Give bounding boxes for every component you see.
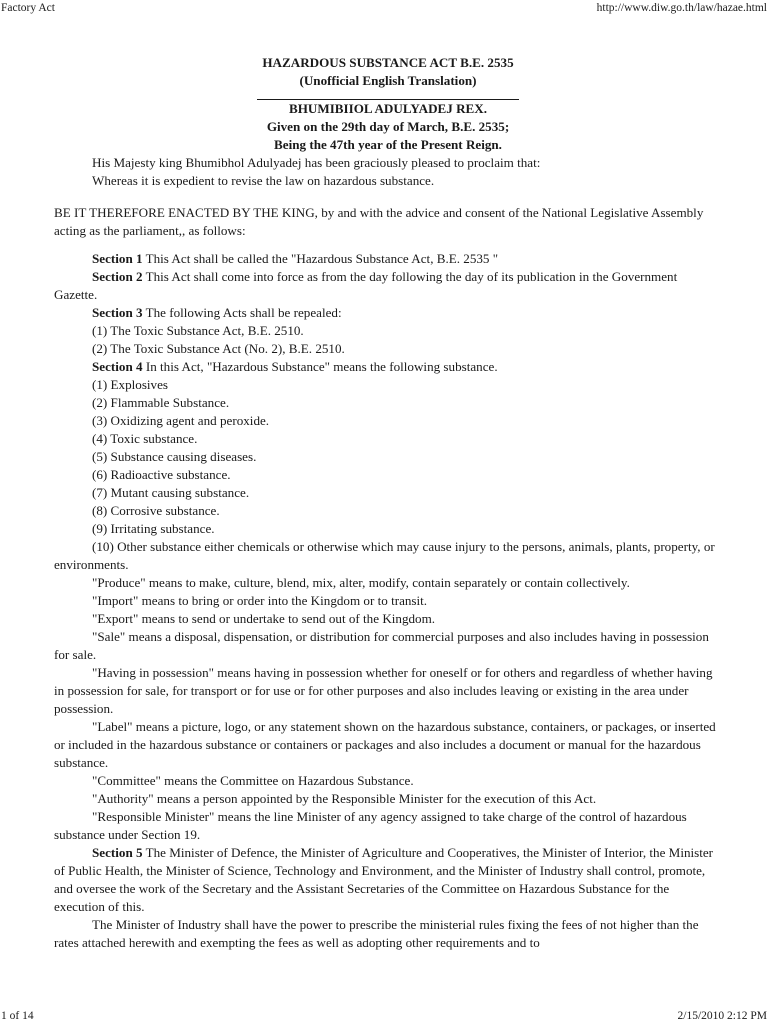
document-body: [54, 54, 722, 952]
section-3-text: The following Acts shall be repealed:: [142, 305, 342, 320]
header-url[interactable]: http://www.diw.go.th/law/hazae.html: [596, 2, 767, 14]
section-5: [54, 844, 722, 916]
list-item: (9) Irritating substance.: [92, 521, 215, 536]
preamble-line-1: His Majesty king Bhumibhol Adulyadej has been graciously pleased to proclaim that:: [92, 155, 541, 170]
list-item: (10) Other substance either chemicals or otherwise which may cause injury to the persons, animals, plants, property, or environments.: [54, 539, 715, 572]
list-item: (5) Substance causing diseases.: [92, 449, 257, 464]
definition-possession: "Having in possession" means having in possession whether for oneself or for others and regardless of whether having in possession for sale, for transport or for use or for other purposes and also includes leaving or existing in the area under possession.: [54, 665, 713, 716]
header-title: Factory Act: [1, 2, 55, 14]
definition-authority: "Authority" means a person appointed by the Responsible Minister for the execution of this Act.: [92, 791, 597, 806]
list-item: (2) Flammable Substance.: [92, 395, 230, 410]
section-4-text: In this Act, "Hazardous Substance" means the following substance.: [142, 359, 498, 374]
doc-title: HAZARDOUS SUBSTANCE ACT B.E. 2535: [262, 55, 514, 70]
section-5-text: The Minister of Defence, the Minister of Agriculture and Cooperatives, the Minister of Interior, the Minister of Public Health, the Minister of Science, Technology and Environment, and the Minister of Industry shall control, promote, and oversee the work of the Secretary and the Assistant Secretaries of the Committee on Hazardous Substance for the execution of this.: [54, 845, 714, 914]
king-name: BHUMIBIIOL ADULYADEJ REX.: [288, 101, 488, 116]
list-item: (4) Toxic substance.: [92, 431, 198, 446]
list-item: (3) Oxidizing agent and peroxide.: [92, 413, 270, 428]
section-3: [54, 304, 722, 322]
list-item: (8) Corrosive substance.: [92, 503, 220, 518]
list-item: (1) Explosives: [92, 377, 169, 392]
section-2-label: Section 2: [92, 269, 143, 284]
page-footer: [0, 1008, 770, 1024]
section-1: [54, 250, 722, 268]
preamble-line-2: Whereas it is expedient to revise the law on hazardous substance.: [92, 173, 435, 188]
list-item: (7) Mutant causing substance.: [92, 485, 250, 500]
definition-responsible-minister: "Responsible Minister" means the line Minister of any agency assigned to take charge of the control of hazardous substance under Section 19.: [54, 809, 687, 842]
spacer: [54, 240, 722, 250]
page-header: [0, 0, 770, 16]
section-1-label: Section 1: [92, 251, 143, 266]
doc-subtitle: (Unofficial English Translation): [299, 73, 477, 88]
reign-year: Being the 47th year of the Present Reign.: [274, 137, 502, 152]
section-4-label: Section 4: [92, 359, 143, 374]
section-1-text: This Act shall be called the "Hazardous Substance Act, B.E. 2535 ": [142, 251, 499, 266]
spacer: [54, 190, 722, 204]
definition-produce: "Produce" means to make, culture, blend, mix, alter, modify, contain separately or contain collectively.: [92, 575, 630, 590]
definition-committee: "Committee" means the Committee on Hazardous Substance.: [92, 773, 414, 788]
definition-label: "Label" means a picture, logo, or any statement shown on the hazardous substance, containers, or packages, or inserted or included in the hazardous substance or containers or packages and also includes a document or manual for the hazardous substance.: [54, 719, 716, 770]
list-item: (2) The Toxic Substance Act (No. 2), B.E. 2510.: [92, 341, 345, 356]
section-2-text: This Act shall come into force as from the day following the day of its publication in the Government Gazette.: [54, 269, 678, 302]
section-5-label: Section 5: [92, 845, 143, 860]
section-5-paragraph-2: The Minister of Industry shall have the power to prescribe the ministerial rules fixing the fees of not higher than the rates attached herewith and exempting the fees as well as adopting other requirements and to: [54, 917, 699, 950]
definition-export: "Export" means to send or undertake to send out of the Kingdom.: [92, 611, 436, 626]
definition-sale: "Sale" means a disposal, dispensation, or distribution for commercial purposes and also includes having in possession for sale.: [54, 629, 709, 662]
list-item: (1) The Toxic Substance Act, B.E. 2510.: [92, 323, 304, 338]
list-item: (6) Radioactive substance.: [92, 467, 231, 482]
page-number: 1 of 14: [1, 1010, 34, 1022]
given-date: Given on the 29th day of March, B.E. 2535;: [266, 119, 510, 134]
section-3-label: Section 3: [92, 305, 143, 320]
section-4: [54, 358, 722, 376]
print-datetime: 2/15/2010 2:12 PM: [677, 1010, 767, 1022]
enacting-clause: BE IT THEREFORE ENACTED BY THE KING, by and with the advice and consent of the National Legislative Assembly acting as the parliament,, as follows:: [54, 205, 704, 238]
section-2: [54, 268, 722, 304]
definition-import: "Import" means to bring or order into the Kingdom or to transit.: [92, 593, 428, 608]
